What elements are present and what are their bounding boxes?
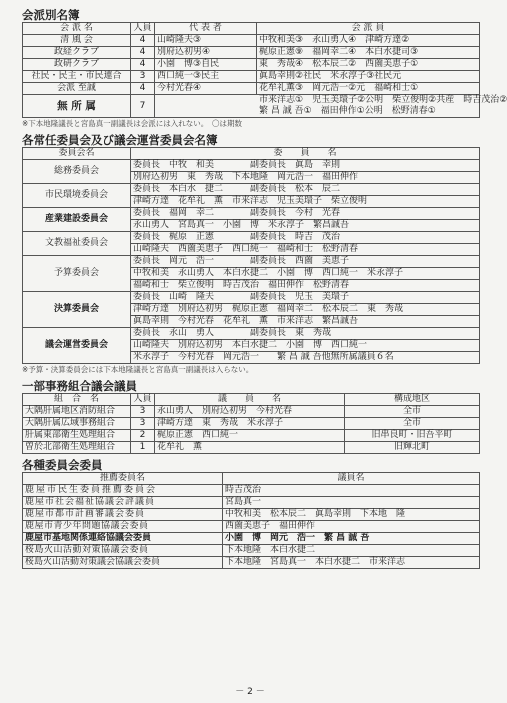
member-count: 3 [131,418,155,430]
committee-member-line: 別府込初男 東 秀哉 下本地隆 岡元浩一 福田伸作 [131,172,480,184]
member-count: 3 [131,406,155,418]
committee-member-line: 委員長 山崎 隆夫 副委員長 児玉 美環子 [131,292,480,304]
footnote: ※予算・決算委員会には下本地隆議長と宮島真一副議長は入らない。 [22,365,254,374]
faction-members: 東 秀哉④ 松本辰二② 西薗美恵子① [257,59,480,71]
member-count: 3 [131,71,155,83]
committee-members: 中牧和美 松本辰二 眞島幸則 下本地 隆 [223,509,480,521]
section-title-unions: 一部事務組合議会議員 [22,379,137,393]
committee-name: 決算委員会 [23,292,131,328]
table-row [23,328,480,340]
col-header: 推薦委員名 [23,473,223,485]
faction-members: 眞島幸則②社民 米永淳子③社民元 [257,71,480,83]
committee-member-line: 中牧和美 永山勇人 本白水捷二 小園 博 西口純一 米永淳子 [131,268,480,280]
committee-member-line: 米永淳子 今村光春 岡元浩一 繁 昌 誠 吾他無所属議員６名 [131,352,480,364]
committee-member-line: 委員長 永山 勇人 副委員長 東 秀哉 [131,328,480,340]
committee-name: 鹿屋市青少年問題協議会委員 [23,521,223,533]
representative: 山崎隆夫③ [155,35,257,47]
col-header: 会 派 員 [257,23,480,35]
document-page [22,8,507,569]
col-header: 人員 [131,394,155,406]
committee-members: 下本地隆 本白水捷二 [223,545,480,557]
various-committee-table [22,472,480,569]
faction-name: 無 所 属 [23,95,131,118]
table-row [23,545,480,557]
member-count: 2 [131,430,155,442]
committee-member-line: 委員長 岡元 浩一 副委員長 西薗 美恵子 [131,256,480,268]
representative: 西口純一③民主 [155,71,257,83]
faction-members: 中牧和美③ 永山勇人④ 津崎方達② [257,35,480,47]
committee-member-line: 委員長 本白水 捷二 副委員長 松本 辰二 [131,184,480,196]
union-members: 花牟礼 薫 [155,442,345,454]
table-row [23,442,480,454]
table-row [23,83,480,95]
table-row [23,256,480,268]
union-name: 大隅肝属地区消防組合 [23,406,131,418]
member-count: 4 [131,59,155,71]
union-members: 津崎方達 東 秀哉 米永淳子 [155,418,345,430]
col-header: 代 表 者 [155,23,257,35]
table-row [23,71,480,83]
committee-member-line: 眞島幸則 今村光春 花牟礼 薫 市来洋志 繁昌誠吾 [131,316,480,328]
member-count: 4 [131,35,155,47]
union-name: 曽於北部衛生処理組合 [23,442,131,454]
committee-name: 予算委員会 [23,256,131,292]
footnote: ※下本地隆議長と宮島真一副議長は会派には入れない。 〇は期数 [22,119,243,128]
committee-name: 議会運営委員会 [23,328,131,364]
table-row [23,509,480,521]
table-row [23,232,480,244]
representative: 別府込初男④ [155,47,257,59]
committee-name: 桜島火山活動対策協議会委員 [23,545,223,557]
col-header: 組 合 名 [23,394,131,406]
table-header-row [23,23,480,35]
committee-member-line: 委員長 中牧 和美 副委員長 眞島 幸則 [131,160,480,172]
representative: 今村光春④ [155,83,257,95]
committee-member-line: 福崎和士 柴立俊明 時吉茂治 福田伸作 松野清春 [131,280,480,292]
union-name: 大隅肝属広域事務組合 [23,418,131,430]
district: 全市 [345,406,480,418]
table-header-row [23,473,480,485]
committee-name: 桜島火山活動対策議会協議会委員 [23,557,223,569]
section-title-committees: 各常任委員会及び議会運営委員会名簿 [22,133,218,147]
committee-member-line: 津崎方達 別府込初男 梶原正憲 福岡幸二 松本辰二 東 秀哉 [131,304,480,316]
committee-member-line: 委員長 梶原 正憲 副委員長 時吉 茂治 [131,232,480,244]
col-header: 人員 [131,23,155,35]
faction-name: 社民・民主・市民連合 [23,71,131,83]
faction-members: 市来洋志① 児玉美環子②公明 柴立俊明②共産 時吉茂治② [155,95,480,107]
district: 旧串良町・旧吾平町 [345,430,480,442]
committee-member-line: 委員長 福岡 幸二 副委員長 今村 光春 [131,208,480,220]
committee-name: 鹿屋市都市計画審議会委員 [23,509,223,521]
committee-name: 鹿屋市社会福祉協議会評議員 [23,497,223,509]
table-row [23,406,480,418]
faction-table [22,22,507,118]
member-count: 4 [131,83,155,95]
representative: 小園 博③自民 [155,59,257,71]
faction-members: 梶原正憲⑨ 福岡幸二④ 本白水捷司③ [257,47,480,59]
table-row [23,95,480,107]
committee-member-line: 永山勇人 宮島真一 小園 博 米永淳子 繁昌誠吾 [131,220,480,232]
faction-name: 清 風 会 [23,35,131,47]
committee-member-line: 山崎隆夫 別府込初男 本白水捷二 小園 博 西口純一 [131,340,480,352]
page-number: － 2 － [235,687,265,697]
committee-name: 鹿屋市民生委員推薦委員会 [23,485,223,497]
faction-name: 会派 至誠 [23,83,131,95]
member-count: 4 [131,47,155,59]
table-header-row [23,148,480,160]
committee-members: 時吉茂治 [223,485,480,497]
col-header: 会 派 名 [23,23,131,35]
col-header: 議員名 [223,473,480,485]
col-header: 議 員 名 [155,394,345,406]
table-row [23,521,480,533]
table-row [23,47,480,59]
committee-members: 下本地隆 宮島真一 本白水捷二 市来洋志 [223,557,480,569]
section-title-various-committees: 各種委員会委員 [22,458,103,472]
district: 旧輝北町 [345,442,480,454]
committee-member-line: 津崎方達 花牟礼 薫 市来洋志 児玉美環子 柴立俊明 [131,196,480,208]
table-row [23,533,480,545]
member-count: 1 [131,442,155,454]
table-row [23,430,480,442]
table-row [23,497,480,509]
col-header: 構成地区 [345,394,480,406]
union-table [22,393,480,454]
table-row [23,418,480,430]
faction-members: 花牟礼薫③ 岡元浩一②元 福崎和士① [257,83,480,95]
table-row [23,557,480,569]
committee-name: 文教福祉委員会 [23,232,131,256]
table-row [23,160,480,172]
committee-name: 総務委員会 [23,160,131,184]
committee-name: 鹿屋市基地関係連絡協議会委員 [23,533,223,545]
table-row [23,485,480,497]
table-header-row [23,394,480,406]
faction-name: 政経クラブ [23,47,131,59]
table-row [23,292,480,304]
committee-members: 小園 博 岡元 浩一 繁 昌 誠 吾 [223,533,480,545]
district: 全市 [345,418,480,430]
faction-members: 繁 昌 誠 吾① 福田伸作①公明 松野清春① [155,106,480,118]
committee-member-line: 山崎隆夫 西薗美恵子 西口純一 福崎和士 松野清春 [131,244,480,256]
union-members: 永山勇人 別府込初男 今村光春 [155,406,345,418]
table-row [23,59,480,71]
table-row [23,35,480,47]
committee-members: 西薗美恵子 福田伸作 [223,521,480,533]
committee-name: 産業建設委員会 [23,208,131,232]
member-count: 7 [131,95,155,118]
col-header: 委員会名 [23,148,131,160]
committee-members: 宮島真一 [223,497,480,509]
table-row [23,184,480,196]
committee-name: 市民環境委員会 [23,184,131,208]
section-title-factions: 会派別名簿 [22,8,80,22]
faction-name: 政研クラブ [23,59,131,71]
committee-table [22,147,480,364]
table-row [23,208,480,220]
col-header: 委 員 名 [131,148,480,160]
union-name: 肝属東部衛生処理組合 [23,430,131,442]
union-members: 梶原正憲 西口純一 [155,430,345,442]
